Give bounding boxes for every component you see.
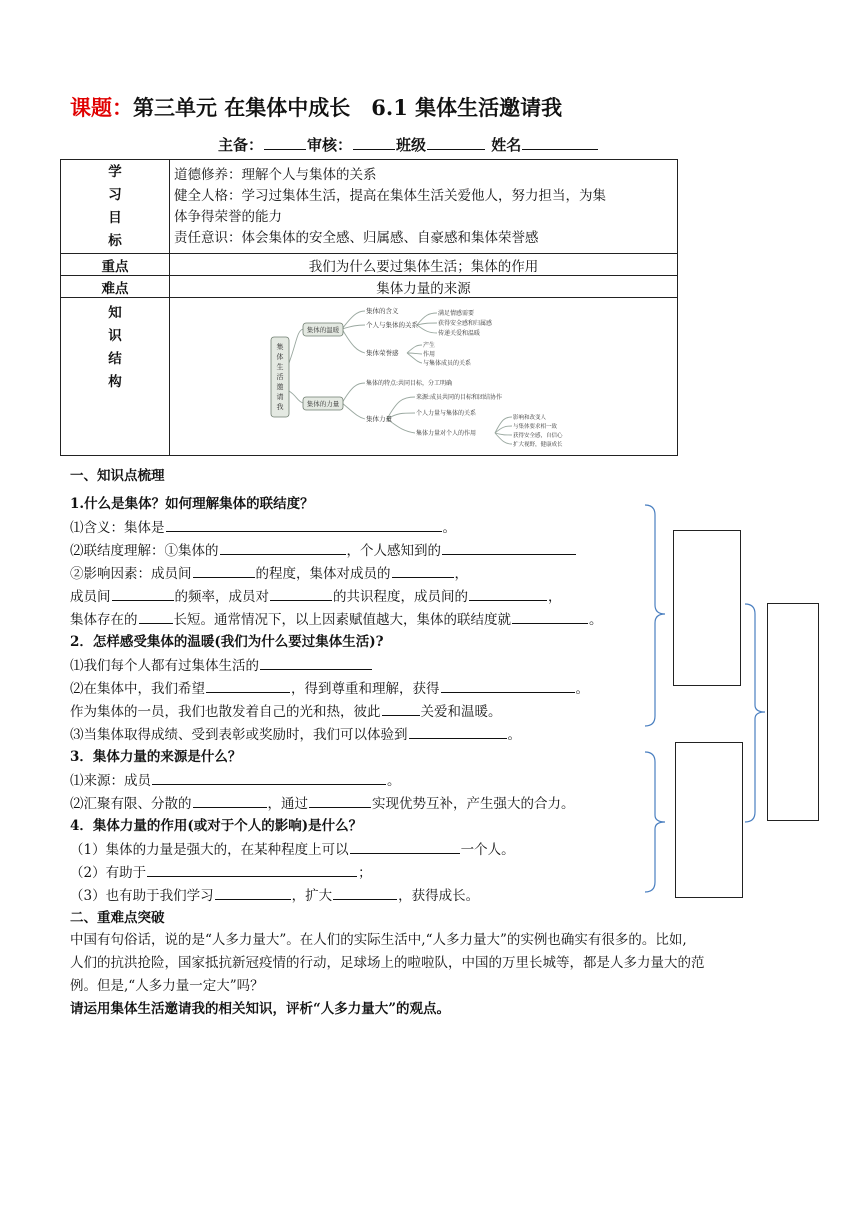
- answer-box[interactable]: [673, 530, 741, 686]
- mindmap-node: 集体力量对个人的作用: [415, 429, 476, 437]
- mindmap-node: 集体荣誉感: [365, 348, 398, 357]
- mindmap-node: 影响和改变人: [512, 414, 546, 421]
- mindmap-node: 集体的含义: [365, 306, 398, 315]
- text: 一个人。: [460, 842, 515, 858]
- section2-para-line: 人们的抗洪抢险，国家抵抗新冠疫情的行动，足球场上的啦啦队，中国的万里长城等，都是人多力量大的范: [70, 955, 705, 971]
- text: 集体存在的: [70, 612, 138, 628]
- section2-para-line: 中国有句俗话，说的是“人多力量大”。在人们的实际生活中,“人多力量大”的实例也确实有很多的。比如,: [70, 932, 687, 948]
- text: ，: [548, 589, 562, 605]
- mindmap-node: 获得安全感，自信心: [512, 432, 563, 439]
- title-prefix: 课题：: [70, 95, 133, 120]
- text: ，获得成长。: [398, 888, 480, 904]
- zhongdian-label: 重点: [61, 254, 170, 276]
- mindmap-node: 与集体要求相一致: [512, 423, 557, 430]
- label-char: 识: [108, 328, 122, 344]
- mindmap-node: 扩大视野，健康成长: [512, 441, 563, 448]
- text: （1）集体的力量是强大的，在某种程度上可以: [70, 842, 349, 858]
- text: ⑴我们每个人都有过集体生活的: [70, 658, 259, 674]
- text: ⑵在集体中，我们希望: [70, 681, 205, 697]
- answer-box[interactable]: [675, 742, 743, 898]
- text: 的共识程度，成员间的: [333, 589, 468, 605]
- text: ②影响因素：成员间: [70, 566, 192, 582]
- label-char: 习: [108, 186, 122, 203]
- text: ，: [454, 566, 468, 582]
- xingming-label: 姓名: [491, 136, 522, 154]
- zhubei-label: 主备：: [218, 136, 264, 154]
- mindmap-root: 集体生活邀请我: [276, 342, 283, 411]
- label-char: 目: [108, 209, 122, 226]
- q1-title: 1.什么是集体？如何理解集体的联结度？: [70, 496, 314, 512]
- text: ；: [358, 865, 372, 881]
- goal-line: 健全人格：学习过集体生活，提高在集体生活关爱他人，努力担当，为集: [174, 187, 606, 204]
- text: 。: [387, 773, 401, 789]
- section2-task: 请运用集体生活邀请我的相关知识，评析“人多力量大”的观点。: [70, 1001, 451, 1017]
- label-char: 标: [108, 232, 122, 249]
- mindmap-node: 作用: [422, 350, 435, 358]
- text: ，个人感知到的: [346, 543, 441, 559]
- q2-title: 2．怎样感受集体的温暖(我们为什么要过集体生活)?: [70, 634, 384, 650]
- text: ⑵汇聚有限、分散的: [70, 796, 192, 812]
- nandian-label: 难点: [61, 276, 170, 298]
- label-char: 结: [108, 351, 122, 367]
- mindmap-node: 集体力量: [365, 414, 392, 423]
- mindmap-branch2: 集体的力量: [306, 399, 339, 408]
- mindmap-node: 产生: [422, 341, 435, 349]
- text: 关爱和温暖。: [420, 704, 502, 720]
- text: 。: [589, 612, 603, 628]
- shenhe-label: 审核：: [307, 136, 353, 154]
- section2-para-line: 例。但是,“人多力量一定大”吗？: [70, 978, 264, 994]
- text: ⑶当集体取得成绩、受到表彰或奖励时，我们可以体验到: [70, 727, 408, 743]
- text: 成员间: [70, 589, 111, 605]
- nandian-text: 集体力量的来源: [170, 276, 678, 298]
- text: 。: [442, 520, 456, 536]
- mindmap-node: 满足情感需要: [437, 309, 474, 317]
- mindmap-node: 来源:成员共同的目标和团结协作: [415, 393, 502, 401]
- label-char: 学: [108, 163, 122, 180]
- zhongdian-text: 我们为什么要过集体生活；集体的作用: [170, 254, 678, 276]
- mindmap-node: 获得安全感和归属感: [437, 319, 492, 327]
- text: 作为集体的一员，我们也散发着自己的光和热，彼此: [70, 704, 381, 720]
- banji-label: 班级: [396, 136, 427, 154]
- text: 。: [507, 727, 521, 743]
- label-char: 构: [108, 374, 122, 390]
- text: （2）有助于: [70, 865, 147, 881]
- q3-title: 3．集体力量的来源是什么？: [70, 749, 242, 765]
- mindmap-node: 传递关爱和温暖: [437, 329, 480, 337]
- text: ，扩大: [291, 888, 333, 904]
- mindmap-node: 个人力量与集体的关系: [415, 409, 476, 417]
- text: 的程度，集体对成员的: [255, 566, 391, 582]
- text: ，得到尊重和理解，获得: [291, 681, 440, 697]
- q4-title: 4．集体力量的作用(或对于个人的影响)是什么？: [70, 818, 363, 834]
- mindmap-branch1: 集体的温暖: [306, 325, 339, 334]
- section2-heading: 二、重难点突破: [70, 910, 165, 926]
- text: ，通过: [267, 796, 308, 812]
- mindmap-node: 个人与集体的关系: [365, 320, 418, 329]
- goal-line: 体争得荣誉的能力: [174, 208, 282, 225]
- mindmap-node: 集体的特点:共同目标，分工明确: [365, 379, 452, 387]
- goal-line: 责任意识：体会集体的安全感、归属感、自豪感和集体荣誉感: [174, 229, 539, 246]
- goal-line: 道德修养：理解个人与集体的关系: [174, 166, 377, 183]
- text: ⑴来源：成员: [70, 773, 151, 789]
- text: ⑴含义：集体是: [70, 520, 165, 536]
- text: 实现优势互补，产生强大的合力。: [372, 796, 575, 812]
- mindmap-node: 与集体成员的关系: [422, 359, 471, 367]
- label-char: 知: [108, 305, 122, 321]
- text: （3）也有助于我们学习: [70, 888, 214, 904]
- title-main: 第三单元 在集体中成长 6.1 集体生活邀请我: [133, 95, 563, 120]
- text: 的频率，成员对: [174, 589, 269, 605]
- text: 长短。通常情况下，以上因素赋值越大，集体的联结度就: [173, 612, 511, 628]
- section1-heading: 一、知识点梳理: [70, 468, 165, 484]
- answer-box[interactable]: [767, 603, 819, 821]
- text: ⑵联结度理解：①集体的: [70, 543, 219, 559]
- text: 。: [575, 681, 589, 697]
